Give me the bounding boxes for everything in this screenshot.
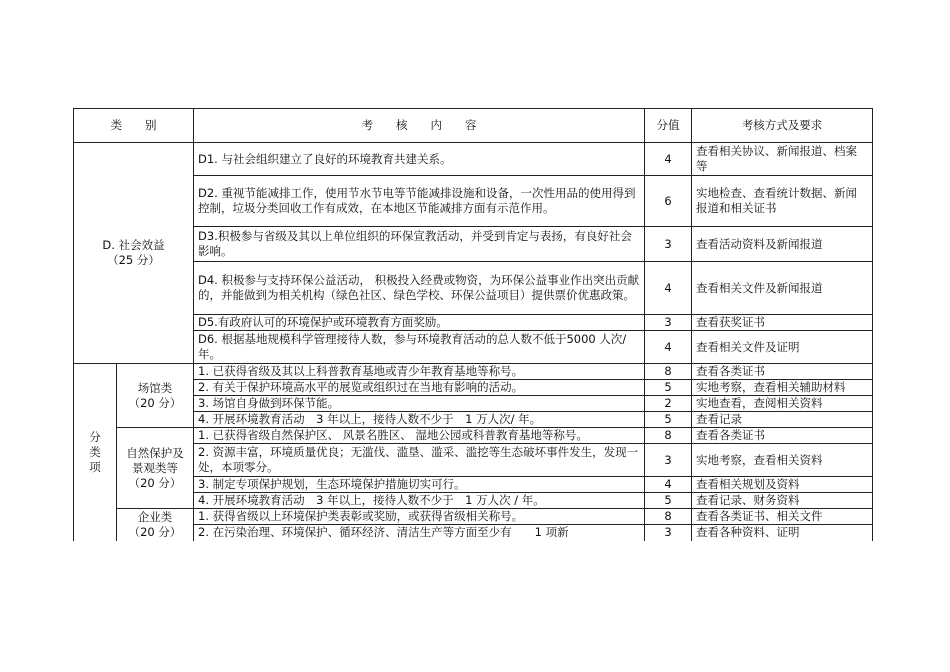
table-row	[74, 380, 873, 396]
row-method: 查看活动资料及新闻报道	[692, 227, 873, 262]
row-method: 查看记录、财务资料	[692, 493, 873, 509]
row-method: 查看各类证书	[692, 364, 873, 380]
row-content: 1. 已获得省级及其以上科普教育基地或青少年教育基地等称号。	[194, 364, 645, 380]
table-row	[74, 525, 873, 541]
row-content: 3. 场馆自身做到环保节能。	[194, 396, 645, 412]
row-method: 实地检查、查看统计数据、新闻报道和相关证书	[692, 176, 873, 227]
group-label: 企业类 （20 分）	[117, 509, 194, 541]
table-row	[74, 227, 873, 262]
row-method: 查看相关规划及资料	[692, 477, 873, 493]
row-method: 查看记录	[692, 412, 873, 428]
row-content: 1. 获得省级以上环境保护类表彰或奖励，或获得省级相关称号。	[194, 509, 645, 525]
header-method: 考核方式及要求	[692, 109, 873, 143]
table-row	[74, 364, 873, 380]
row-score: 8	[645, 428, 692, 444]
row-score: 8	[645, 509, 692, 525]
table-row	[74, 477, 873, 493]
row-score: 6	[645, 176, 692, 227]
table-row	[74, 315, 873, 331]
section-d-label: D. 社会效益 （25 分）	[74, 143, 194, 364]
row-content: D3.积极参与省级及其以上单位组织的环保宣教活动，并受到肯定与表扬，有良好社会影响。	[194, 227, 645, 262]
table-row	[74, 493, 873, 509]
table-row	[74, 396, 873, 412]
header-score: 分值	[645, 109, 692, 143]
row-content: 1. 已获得省级自然保护区、 风景名胜区、 湿地公园或科普教育基地等称号。	[194, 428, 645, 444]
section-f-label: 分 类 项	[74, 364, 117, 541]
row-method: 查看各种资料、证明	[692, 525, 873, 541]
table-row	[74, 331, 873, 364]
row-content: 3. 制定专项保护规划，生态环境保护措施切实可行。	[194, 477, 645, 493]
row-content: D6. 根据基地规模科学管理接待人数，参与环境教育活动的总人数不低于5000 人次/ 年。	[194, 331, 645, 364]
header-content: 考 核 内 容	[194, 109, 645, 143]
row-content: D5.有政府认可的环境保护或环境教育方面奖励。	[194, 315, 645, 331]
row-score: 3	[645, 315, 692, 331]
row-content: 4. 开展环境教育活动 3 年以上，接待人数不少于 1 万人次/ 年。	[194, 412, 645, 428]
row-score: 3	[645, 227, 692, 262]
row-content: 2. 有关于保护环境高水平的展览或组织过在当地有影响的活动。	[194, 380, 645, 396]
row-content: D1. 与社会组织建立了良好的环境教育共建关系。	[194, 143, 645, 176]
row-method: 查看相关文件及新闻报道	[692, 262, 873, 315]
row-method: 查看相关文件及证明	[692, 331, 873, 364]
header-category: 类 别	[74, 109, 194, 143]
table-row	[74, 428, 873, 444]
table-row	[74, 444, 873, 477]
assessment-table	[73, 108, 873, 541]
row-score: 5	[645, 380, 692, 396]
row-score: 3	[645, 525, 692, 541]
row-score: 4	[645, 143, 692, 176]
table-row	[74, 143, 873, 176]
row-method: 实地查看，查阅相关资料	[692, 396, 873, 412]
table-row	[74, 412, 873, 428]
row-content: D2. 重视节能减排工作，使用节水节电等节能减排设施和设备，一次性用品的使用得到控制，垃圾分类回收工作有成效，在本地区节能减排方面有示范作用。	[194, 176, 645, 227]
row-content: 2. 资源丰富，环境质量优良；无滥伐、滥垦、滥采、滥挖等生态破坏事件发生，发现一处，本项零分。	[194, 444, 645, 477]
row-method: 查看各类证书、相关文件	[692, 509, 873, 525]
row-score: 4	[645, 331, 692, 364]
row-score: 8	[645, 364, 692, 380]
row-content: D4. 积极参与支持环保公益活动， 积极投入经费或物资，为环保公益事业作出突出贡献的，并能做到为相关机构（绿色社区、绿色学校、环保公益项目）提供票价优惠政策。	[194, 262, 645, 315]
row-score: 4	[645, 262, 692, 315]
row-method: 实地考察，查看相关辅助材料	[692, 380, 873, 396]
table-row	[74, 262, 873, 315]
row-method: 查看各类证书	[692, 428, 873, 444]
table-row	[74, 176, 873, 227]
row-score: 5	[645, 412, 692, 428]
row-method: 查看相关协议、新闻报道、档案等	[692, 143, 873, 176]
group-label: 自然保护及景观类等 （20 分）	[117, 428, 194, 509]
table-row	[74, 509, 873, 525]
row-method: 实地考察，查看相关资料	[692, 444, 873, 477]
row-content: 2. 在污染治理、环境保护、循环经济、清洁生产等方面至少有 1 项新	[194, 525, 645, 541]
row-score: 3	[645, 444, 692, 477]
row-score: 2	[645, 396, 692, 412]
row-score: 5	[645, 493, 692, 509]
row-content: 4. 开展环境教育活动 3 年以上，接待人数不少于 1 万人次 / 年。	[194, 493, 645, 509]
row-score: 4	[645, 477, 692, 493]
group-label: 场馆类 （20 分）	[117, 364, 194, 428]
row-method: 查看获奖证书	[692, 315, 873, 331]
header-row	[74, 109, 873, 143]
